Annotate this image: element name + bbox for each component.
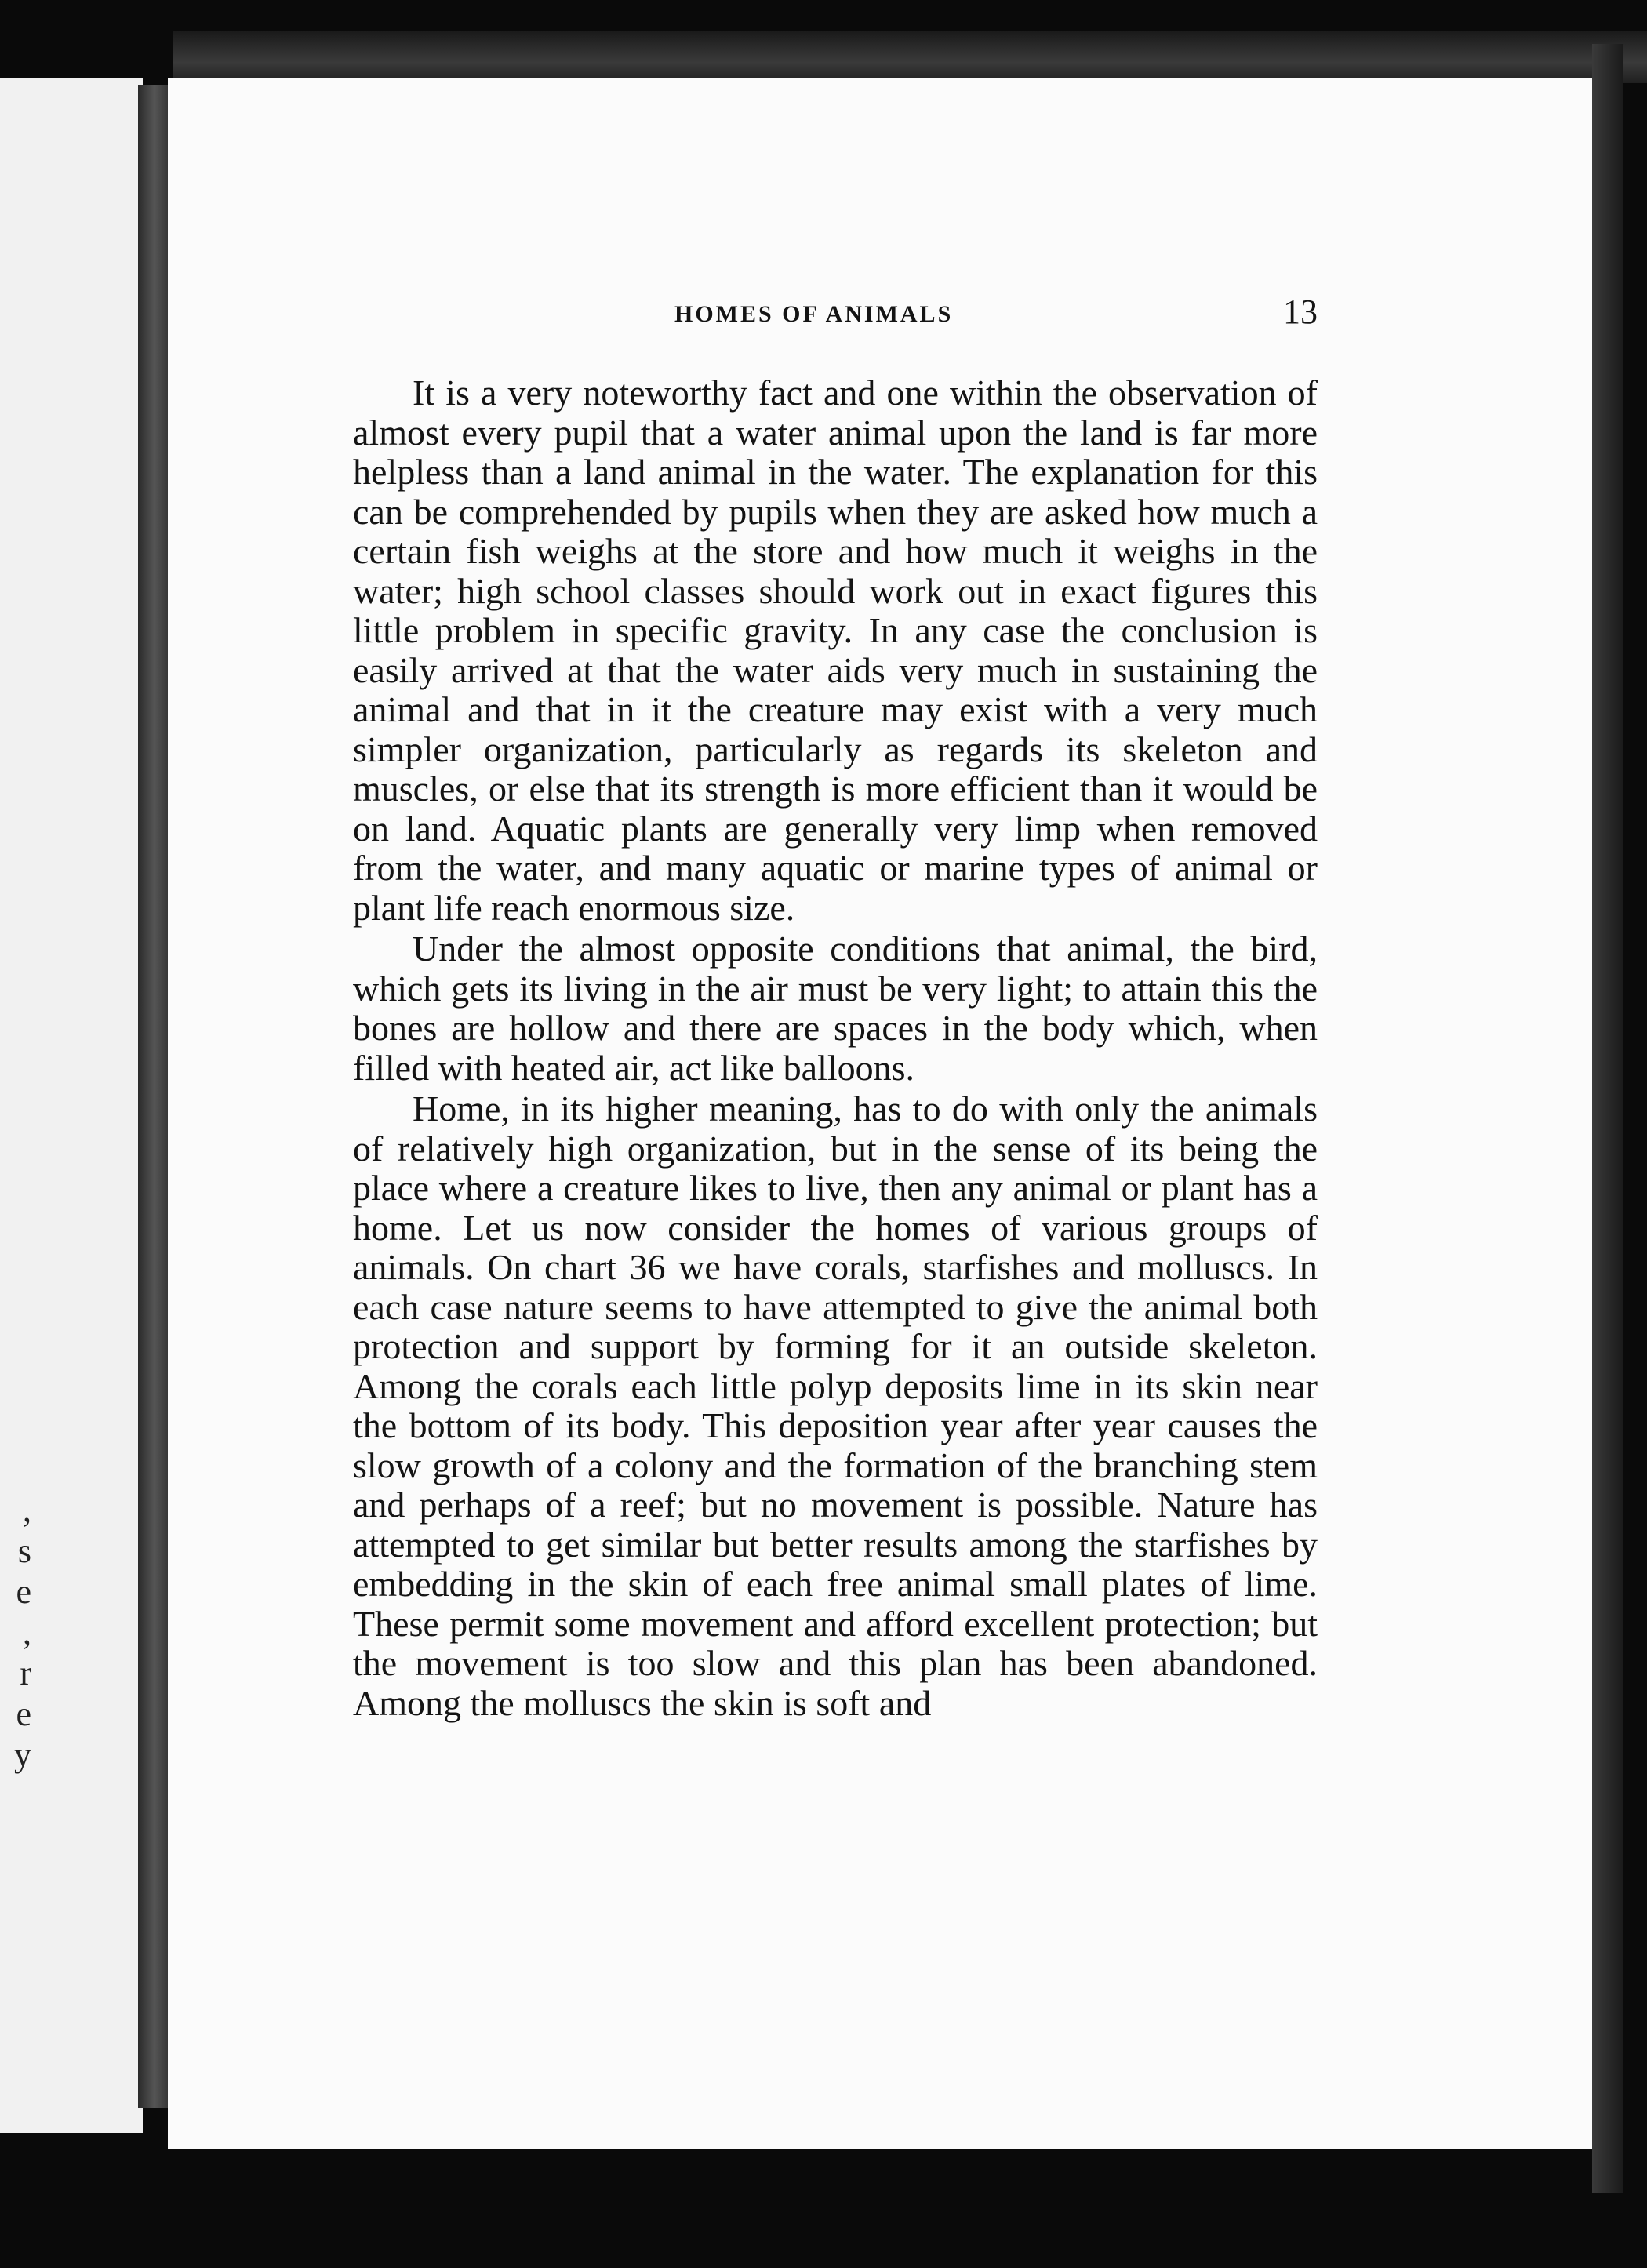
facing-page-text-fragments <box>0 1490 31 1776</box>
body-paragraph: Under the almost opposite conditions that animal, the bird, which gets its living in the air must be very light; to attain this the bones are hollow and there are spaces in the body which, when filled with heated air, act like balloons. <box>353 929 1318 1088</box>
facing-page <box>0 78 143 2133</box>
body-paragraph: It is a very noteworthy fact and one within the observation of almost every pupil that a water animal upon the land is far more helpless than a land animal in the water. The explanation for this can be comprehended by pupils when they are asked how much a certain fish weighs at the store and how much it weighs in the water; high school classes should work out in exact figures this little problem in specific gravity. In any case the conclusion is easily arrived at that the water aids very much in sustaining the animal and that in it the creature may exist with a very much simpler organization, particularly as regards its skeleton and muscles, or else that its strength is more efficient than it would be on land. Aquatic plants are generally very limp when removed from the water, and many aquatic or marine types of animal or plant life reach enormous size. <box>353 373 1318 928</box>
facing-page-fragment: , <box>23 1613 31 1652</box>
facing-page-fragment: y <box>14 1736 31 1774</box>
top-border-shadow <box>173 31 1647 83</box>
running-head <box>353 292 1318 339</box>
page-number: 13 <box>1283 293 1318 331</box>
running-head-title: HOMES OF ANIMALS <box>674 301 954 327</box>
facing-page-fragment: r <box>20 1654 31 1692</box>
facing-page-fragment: e <box>16 1695 31 1733</box>
page-content <box>353 292 1318 1723</box>
facing-page-fragment: e <box>16 1572 31 1611</box>
facing-page-fragment: , <box>23 1491 31 1529</box>
body-paragraph: Home, in its higher meaning, has to do with only the animals of relatively high organization, but in the sense of its being the place where a creature likes to live, then any animal or plant has a home. Let us now consider the homes of various groups of animals. On chart 36 we have corals, starfishes and molluscs. In each case nature seems to have attempted to give the animal both protection and support by forming for it an outside skeleton. Among the corals each little polyp deposits lime in its skin near the bottom of its body. This deposition year after year causes the slow growth of a colony and the formation of the branching stem and perhaps of a reef; but no movement is possible. Nature has attempted to get similar but better results among the starfishes by embedding in the skin of each free animal small plates of lime. These permit some movement and afford excellent protection; but the movement is too slow and this plan has been abandoned. Among the molluscs the skin is soft and <box>353 1089 1318 1723</box>
facing-page-fragment: s <box>17 1532 31 1570</box>
page-right-edge-shadow <box>1592 44 1623 2193</box>
